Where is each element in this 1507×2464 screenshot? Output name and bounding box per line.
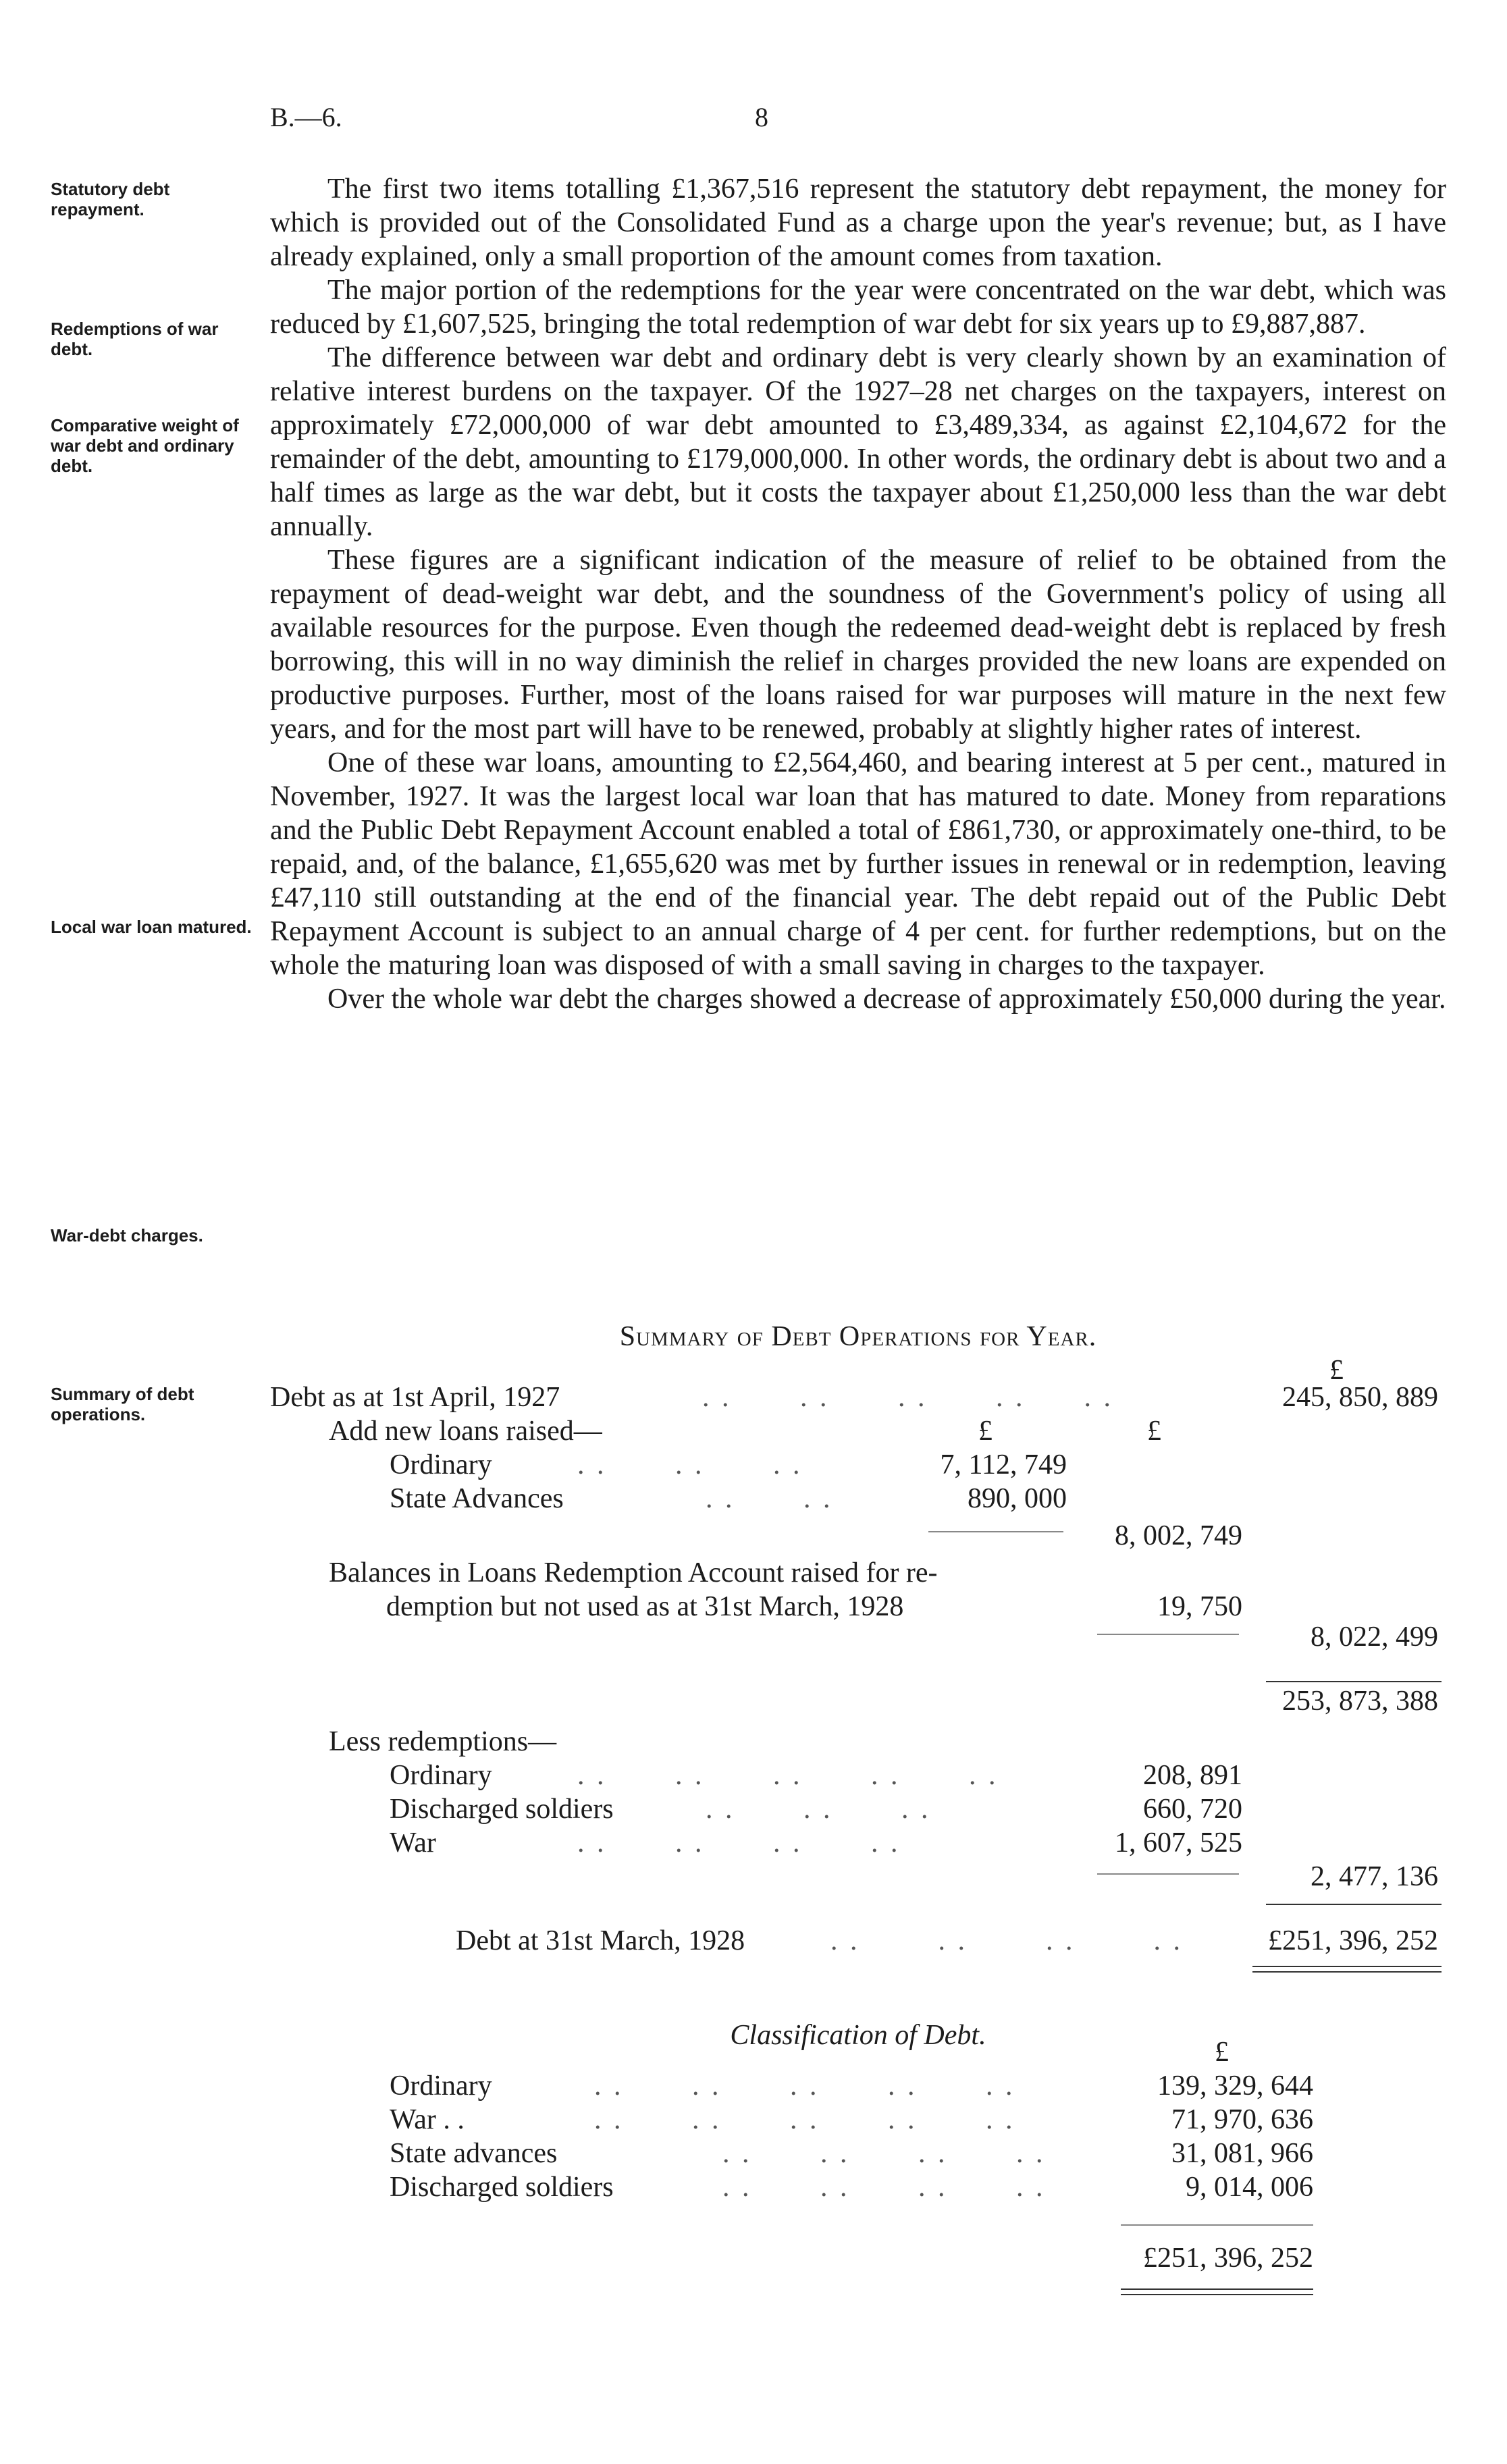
body-text [270,172,1446,1016]
redemption-discharged-leader: . . . . . . [706,1794,931,1825]
gross-total: 253, 873, 388 [1282,1686,1438,1717]
new-loans-total: 8, 002, 749 [1115,1520,1242,1551]
page-reference: B.—6. [270,102,342,132]
ordinary-loans-leader: . . . . . . [577,1449,803,1480]
paragraph-comparative-weight: The difference between war debt and ordinary debt is very clearly shown by an examination of relative interest burdens on the taxpayer. Of the 1927–28 net charges on the taxpayers, interest on approximately £72,000,000 of war debt amounted to £3,489,334, as against £2,104,672 for the remainder of the debt, amounting to £179,000,000. In other words, the ordinary debt is about two and a half times as large as the war debt, but it costs the taxpayer about £1,250,000 less than the war debt annually. [270,342,1446,542]
classification-value-war: 71, 970, 636 [1171,2104,1313,2135]
page-number: 8 [755,102,768,132]
classification-leader-ordinary: . . . . . . . . . . [594,2070,1015,2101]
summary-title: Summary of Debt Operations for Year. [619,1321,1097,1352]
redemption-ordinary-leader: . . . . . . . . . . [577,1760,999,1791]
summary-pound-header-col1: £ [978,1416,993,1447]
state-advances-value: 890, 000 [968,1483,1067,1514]
classification-label-ordinary: Ordinary [390,2070,492,2101]
redemption-ordinary-value: 208, 891 [1143,1760,1242,1791]
classification-double-rule-top [1121,2288,1313,2290]
classification-label-state-advances: State advances [390,2138,558,2169]
classification-double-rule-bottom [1121,2294,1313,2295]
gross-total-rule [1266,1681,1442,1682]
classification-leader-discharged: . . . . . . . . [722,2172,1046,2203]
classification-value-ordinary: 139, 329, 644 [1157,2070,1313,2101]
state-advances-leader: . . . . [706,1483,833,1514]
paragraph-local-war-loan: One of these war loans, amounting to £2,564,460, and bearing interest at 5 per cent., matured in November, 1927. It was the largest local war loan that has matured to date. Money from reparations and the Public Debt Repayment Account enabled a total of £861,730, or approximately one-third, to be repaid, and, of the balance, £1,655,620 was met by further issues in renewal or in redemption, leaving £47,110 still outstanding at the end of the financial year. The debt repaid out of the Public Debt Repayment Account is subject to an annual charge of 4 per cent. for further redemptions, but on the whole the maturing loan was disposed of with a small saving in charges to the taxpayer. [270,747,1446,981]
classification-value-state-advances: 31, 081, 966 [1171,2138,1313,2169]
summary-pound-header-col2: £ [1147,1416,1161,1447]
redemptions-total: 2, 477, 136 [1311,1861,1438,1892]
ordinary-loans-label: Ordinary [390,1449,492,1480]
classification-label-war: War . . [390,2104,465,2135]
debt-start-label: Debt as at 1st April, 1927 [270,1382,560,1413]
balances-value: 19, 750 [1157,1591,1242,1622]
classification-title: Classification of Debt. [730,2020,986,2051]
debt-end-leader: . . . . . . . . [830,1925,1183,1956]
ordinary-loans-value: 7, 112, 749 [940,1449,1067,1480]
classification-label-discharged: Discharged soldiers [390,2172,614,2203]
classification-pound-header: £ [1215,2037,1229,2068]
balances-label-line2: demption but not used as at 31st March, 1928 [386,1591,904,1622]
redemption-war-leader: . . . . . . . . [577,1827,901,1858]
redemption-war-value: 1, 607, 525 [1115,1827,1242,1858]
paragraph-war-debt-charges: Over the whole war debt the charges showed a decrease of approximately £50,000 during the year. [327,984,1446,1015]
classification-total: £251, 396, 252 [1143,2243,1313,2274]
classification-total-rule [1121,2224,1313,2226]
paragraph-statutory-debt: The first two items totalling £1,367,516 represent the statutory debt repayment, the money for which is provided out of the Consolidated Fund as a charge upon the year's revenue; but, as I have already explained, only a small proportion of the amount comes from taxation. [270,173,1446,272]
margin-note-local-war-loan: Local war loan matured. [51,917,252,937]
additions-total: 8, 022, 499 [1311,1622,1438,1653]
redemption-ordinary-label: Ordinary [390,1760,492,1791]
balances-label-line1: Balances in Loans Redemption Account raised for re- [329,1557,938,1588]
margin-note-war-debt-charges: War-debt charges. [51,1225,203,1246]
redemption-discharged-value: 660, 720 [1143,1794,1242,1825]
paragraph-relief-measure: These figures are a significant indication of the measure of relief to be obtained from the repayment of dead-weight war debt, and the soundness of the Government's policy of using all available resources for the purpose. Even though the redeemed dead-weight debt is replaced by fresh borrowing, this will in no way diminish the relief in charges provided the new loans are expended on productive purposes. Further, most of the loans raised for war purposes will mature in the next few years, and for the most part will have to be renewed, probably at slightly higher rates of interest. [270,545,1446,745]
margin-note-redemptions-war-debt: Redemptions of war debt. [51,319,219,359]
less-redemptions-label: Less redemptions— [329,1726,557,1757]
debt-end-value: £251, 396, 252 [1268,1925,1438,1956]
debt-end-double-rule-top [1252,1966,1442,1967]
debt-end-rule [1266,1904,1442,1905]
classification-leader-war: . . . . . . . . . . [594,2104,1015,2135]
redemption-war-label: War [390,1827,436,1858]
classification-value-discharged: 9, 014, 006 [1186,2172,1313,2203]
margin-note-summary-of-debt: Summary of debt operations. [51,1384,194,1424]
debt-start-value: 245, 850, 889 [1282,1382,1438,1413]
debt-end-double-rule-bottom [1252,1971,1442,1973]
margin-note-comparative-weight: Comparative weight of war debt and ordinary debt. [51,415,239,476]
debt-start-leader: . . . . . . . . . . [702,1382,1113,1413]
summary-pound-header-col3: £ [1329,1355,1344,1386]
redemption-discharged-label: Discharged soldiers [390,1794,614,1825]
paragraph-redemptions: The major portion of the redemptions for the year were concentrated on the war debt, which was reduced by £1,607,525, bringing the total redemption of war debt for six years up to £9,887,887. [270,275,1446,340]
classification-leader-state-advances: . . . . . . . . [722,2138,1046,2169]
state-advances-label: State Advances [390,1483,564,1514]
debt-end-label: Debt at 31st March, 1928 [456,1925,745,1956]
margin-note-statutory-debt: Statutory debt repayment. [51,179,170,219]
add-new-loans-label: Add new loans raised— [329,1416,602,1447]
